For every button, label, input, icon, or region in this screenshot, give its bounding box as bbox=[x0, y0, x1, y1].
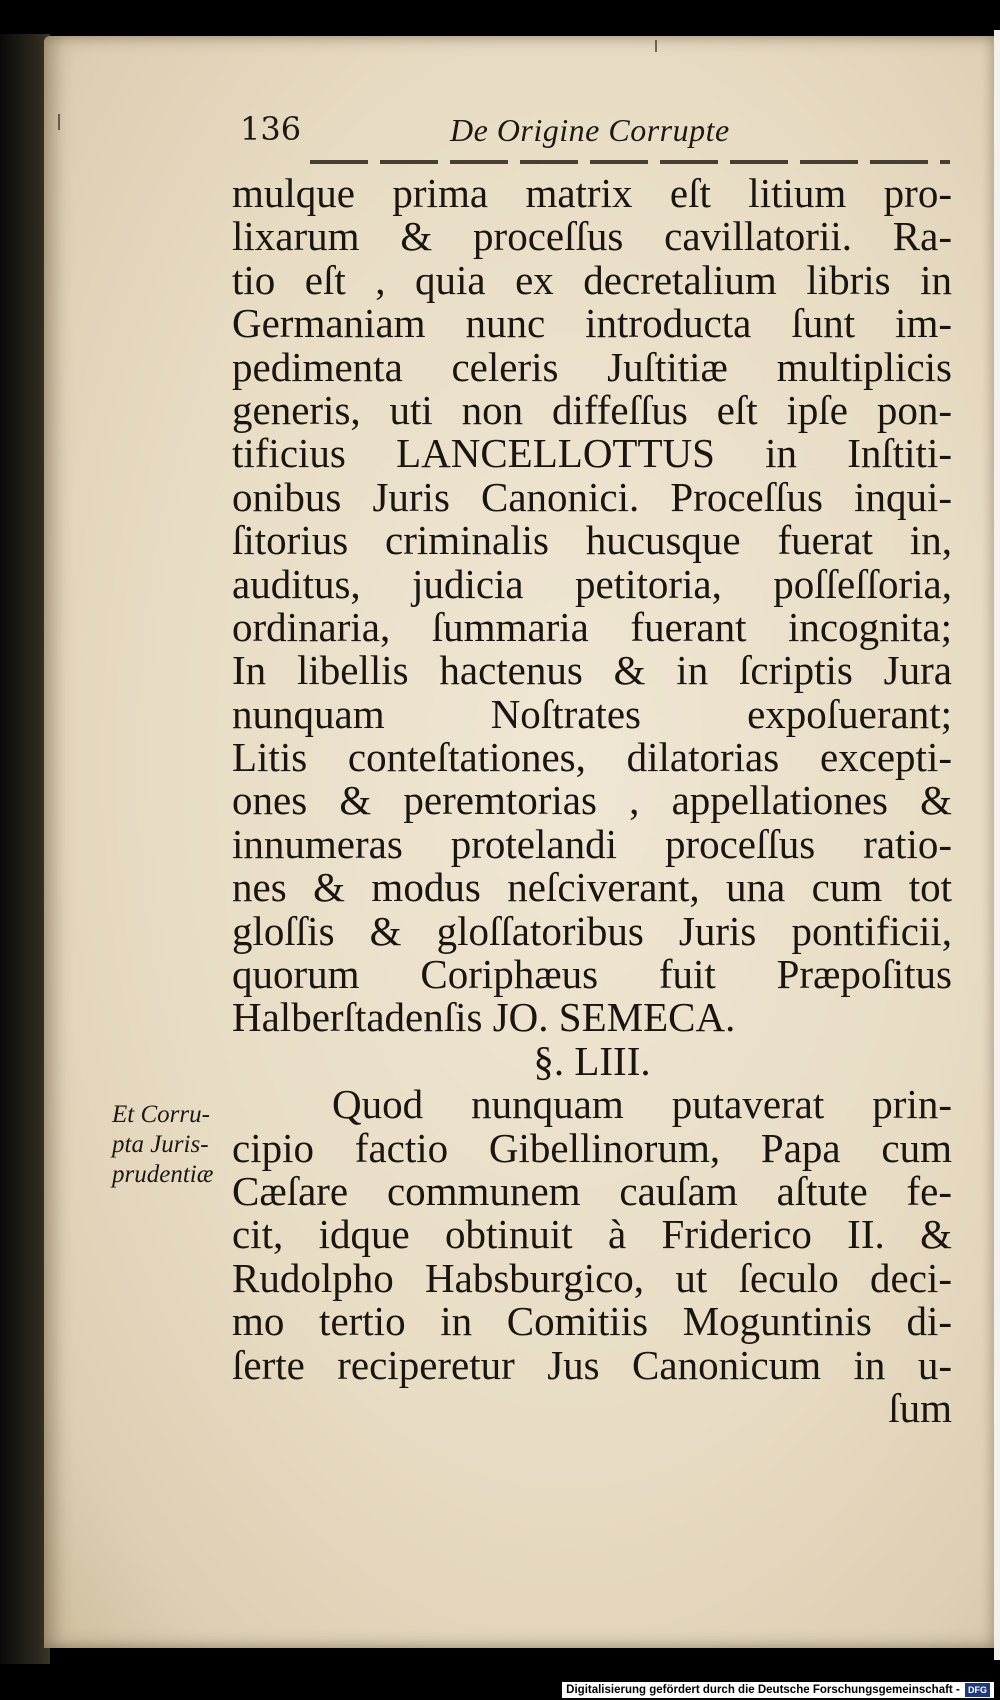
body-text bbox=[232, 172, 952, 1430]
text-line: Litis conteſtationes, dilatorias excepti- bbox=[232, 734, 952, 781]
credit-text: Digitalisierung gefördert durch die Deutsche Forschungsgemeinschaft - bbox=[566, 1684, 960, 1696]
text-line: lixarum & proceſſus cavillatorii. Ra- bbox=[232, 213, 952, 260]
text-line: Quod nunquam putaverat prin- bbox=[332, 1081, 952, 1128]
margin-note-line: pta Juris- bbox=[112, 1131, 209, 1158]
text-line: ſitorius criminalis hucusque fuerat in, bbox=[232, 517, 952, 564]
text-line: tio eſt , quia ex decretalium libris in bbox=[232, 256, 952, 303]
text-line: nunquam Noſtrates expoſuerant; bbox=[232, 690, 952, 737]
text-line: ſerte reciperetur Jus Canonicum in u- bbox=[232, 1341, 952, 1388]
text-line: ones & peremtorias , appellationes & bbox=[232, 777, 952, 824]
book-spine-edge bbox=[0, 34, 50, 1664]
text-line: In libellis hactenus & in ſcriptis Jura bbox=[232, 647, 952, 694]
text-line: quorum Coriphæus fuit Præpoſitus bbox=[232, 951, 952, 998]
text-line: Rudolpho Habsburgico, ut ſeculo deci- bbox=[232, 1254, 952, 1301]
text-line: Cæſare communem cauſam aſtute fe- bbox=[232, 1167, 952, 1214]
text-line: auditus, judicia petitoria, poſſeſſoria, bbox=[232, 560, 952, 607]
header-rule bbox=[310, 160, 950, 164]
digitization-credit bbox=[562, 1682, 994, 1698]
text-line: pedimenta celeris Juſtitiæ multiplicis bbox=[232, 343, 952, 390]
dfg-logo: DFG bbox=[965, 1683, 990, 1697]
text-line: tificius LANCELLOTTUS in Inſtiti- bbox=[232, 430, 952, 477]
margin-note-line: prudentiæ bbox=[112, 1161, 214, 1188]
text-line: cit, idque obtinuit à Friderico II. & bbox=[232, 1211, 952, 1258]
text-line: nes & modus neſciverant, una cum tot bbox=[232, 864, 952, 911]
text-line: ordinaria, ſummaria fuerant incognita; bbox=[232, 603, 952, 650]
margin-note bbox=[112, 1100, 242, 1190]
page-header bbox=[240, 110, 940, 154]
paper-speck bbox=[58, 114, 60, 130]
text-line: onibus Juris Canonici. Proceſſus inqui- bbox=[232, 473, 952, 520]
page-right-margin bbox=[994, 30, 1000, 1660]
text-line: mo tertio in Comitiis Moguntinis di- bbox=[232, 1298, 952, 1345]
margin-note-line: Et Corru- bbox=[112, 1101, 210, 1128]
running-title: De Origine Corrupte bbox=[450, 112, 730, 148]
section-heading: §. LIII. bbox=[533, 1037, 651, 1084]
text-line: generis, uti non diffeſſus eſt ipſe pon- bbox=[232, 386, 952, 433]
text-line: gloſſis & gloſſatoribus Juris pontificii, bbox=[232, 907, 952, 954]
text-line: Halberſtadenſis JO. SEMECA. bbox=[232, 994, 736, 1041]
text-line: innumeras protelandi proceſſus ratio- bbox=[232, 820, 952, 867]
catchword: ſum bbox=[888, 1384, 952, 1431]
text-line: mulque prima matrix eſt litium pro- bbox=[232, 170, 952, 216]
text-line: cipio factio Gibellinorum, Papa cum bbox=[232, 1124, 952, 1171]
page-number: 136 bbox=[240, 110, 302, 148]
text-line: Germaniam nunc introducta ſunt im- bbox=[232, 300, 952, 347]
paper-speck bbox=[655, 40, 657, 52]
